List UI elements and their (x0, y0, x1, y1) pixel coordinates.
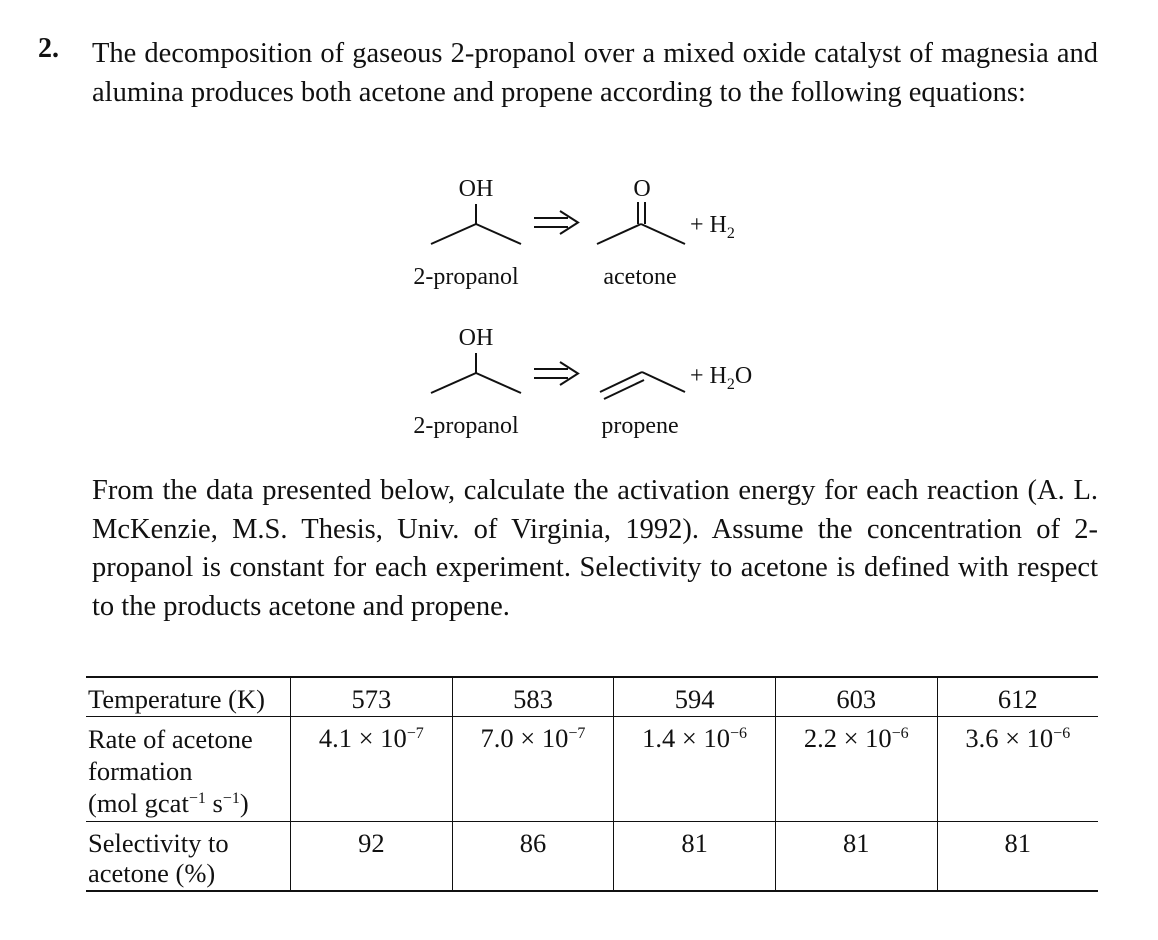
selectivity-row (86, 822, 1098, 892)
reactant-2-name: 2-propanol (413, 413, 519, 439)
byproduct-1: + $H_2$ (690, 212, 735, 242)
rate-cell: $7.0 \times 10^{-7}$ (452, 717, 614, 822)
selectivity-label: Selectivity to acetone (%) (86, 822, 291, 892)
temperature-cell: 603 (775, 677, 937, 717)
byproduct-2: + $H_2O$ (690, 363, 753, 393)
product-1-o-label: O (633, 176, 651, 202)
reaction-scheme (0, 0, 1158, 460)
temperature-cell: 573 (291, 677, 453, 717)
rate-label (86, 717, 291, 822)
reaction-2-arrow (534, 362, 578, 385)
product-1-structure (597, 202, 685, 244)
rate-cell: $1.4 \times 10^{-6}$ (614, 717, 776, 822)
product-2-name: propene (601, 413, 679, 439)
rate-cell: $4.1 \times 10^{-7}$ (291, 717, 453, 822)
rate-label-line: Rate of acetone (88, 724, 253, 754)
data-table (86, 676, 1098, 892)
selectivity-cell: 81 (614, 822, 776, 892)
rate-units: (mol gcat$^{-1}$ $s^{-1}$) (88, 788, 249, 818)
selectivity-cell: 92 (291, 822, 453, 892)
problem-intro: The decomposition of gaseous 2-propanol over a mixed oxide catalyst of magnesia and alumina produces both acetone and propene according to the following equations: (92, 38, 1098, 108)
reaction-1-arrow (534, 211, 578, 234)
reactant-1-name: 2-propanol (413, 264, 519, 290)
rate-label-line: formation (88, 756, 193, 786)
temperature-cell: 594 (614, 677, 776, 717)
rate-cell: $2.2 \times 10^{-6}$ (775, 717, 937, 822)
selectivity-cell: 81 (775, 822, 937, 892)
rate-row (86, 717, 1098, 822)
product-2-structure (600, 372, 685, 399)
temperature-row (86, 677, 1098, 717)
selectivity-cell: 81 (937, 822, 1098, 892)
reactant-2-structure (431, 353, 521, 393)
temperature-cell: 583 (452, 677, 614, 717)
product-1-name: acetone (603, 264, 677, 290)
temperature-cell: 612 (937, 677, 1098, 717)
rate-cell: $3.6 \times 10^{-6}$ (937, 717, 1098, 822)
reactant-1-oh-label: OH (458, 176, 494, 202)
reactant-1-structure (431, 204, 521, 244)
reactant-2-oh-label: OH (458, 325, 494, 351)
problem-instructions: From the data presented below, calculate the activation energy for each reaction (A. L. McKenzie, M.S. Thesis, Univ. of Virginia, 1992). Assume the concentration of 2-propanol is constant for each experiment. Selectivity to acetone is defined with respect to the products acetone and propene. (92, 475, 1098, 622)
temperature-label: Temperature (K) (86, 677, 291, 717)
reaction-1 (413, 176, 735, 290)
reaction-2 (413, 325, 752, 439)
selectivity-cell: 86 (452, 822, 614, 892)
problem-number: 2. (38, 33, 59, 64)
